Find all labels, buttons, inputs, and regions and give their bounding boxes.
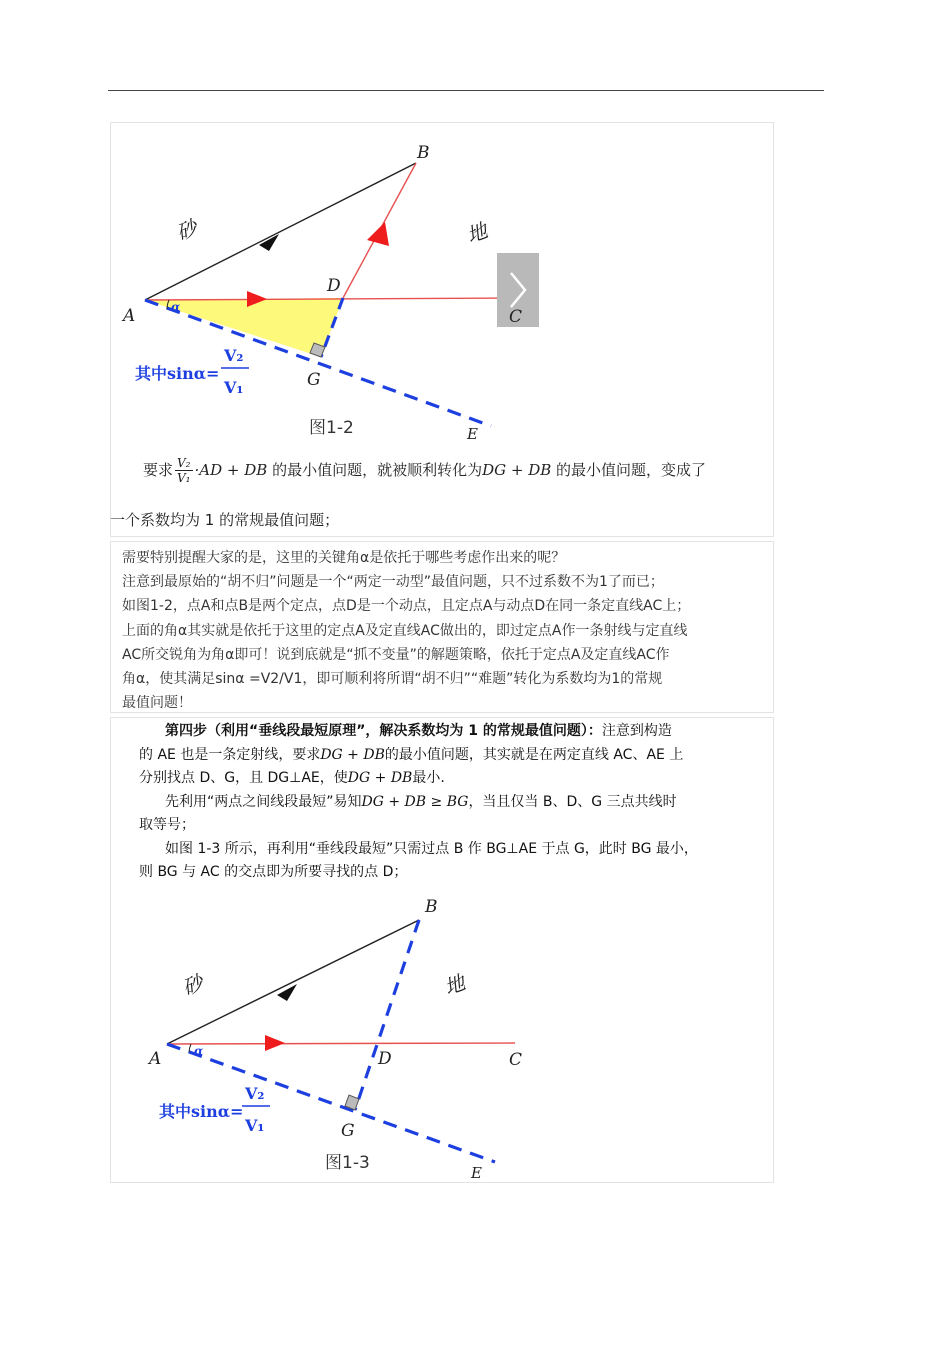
figure-caption: 图1-2 [309,418,354,438]
label-sand: 砂 [179,970,207,1000]
expr-l3: DG + DB [347,770,413,786]
formula-denominator: V₁ [224,378,244,397]
line-ac [167,1043,515,1044]
step-line-2 [111,744,775,768]
reminder-panel [110,541,774,713]
label-b: B [417,143,430,163]
step-four-text [111,720,775,885]
arrow-ab [277,984,297,1001]
label-land: 地 [441,970,469,1000]
figure-panel-1-2 [110,122,774,537]
fraction-den: V₁ [177,471,191,485]
line-ab [167,920,419,1044]
expr-l4: DG + DB ≥ BG [361,793,469,810]
step-four-panel [110,717,774,1183]
label-e: E [467,425,478,443]
step-line-1 [111,720,775,744]
header-rule [108,90,824,91]
text-l3-pre: 分别找点 D、G，且 DG⊥AE，使 [139,770,348,786]
text-l4-post: ，当且仅当 B、D、G 三点共线时 [468,793,677,810]
text-l4-pre: 先利用“两点之间线段最短”易知 [165,793,362,810]
text-require: 要求 [143,461,174,479]
text-l2-pre: 的 AE 也是一条定射线，要求 [139,746,321,763]
arrow-db [367,222,389,246]
reminder-line: 角α，使其满足sinα =V2/V1，即可顺利将所谓“胡不归”“难题”转化为系数均为1的常规 [122,671,663,688]
step-line-5: 取等号； [139,817,195,833]
reminder-line: 需要特别提醒大家的是，这里的关键角α是依托于哪些考虑作出来的呢？ [122,550,566,566]
label-g: G [307,370,321,390]
explanation-line-1 [143,456,706,485]
step-line-7: 则 BG 与 AC 的交点即为所要寻找的点 D； [139,864,408,880]
formula-prefix: 其中sinα= [135,364,220,383]
text-post: 的最小值问题，变成了 [556,461,707,479]
label-sand: 砂 [173,215,201,245]
reminder-line: 最值问题！ [122,695,192,712]
label-d: D [378,1049,392,1069]
formula-denominator: V₁ [245,1116,265,1135]
label-alpha: α [171,300,181,314]
step-title: 第四步（利用“垂线段最短原理”，解决系数均为 1 的常规最值问题）： [165,723,602,739]
reminder-line: 如图1-2，点A和点B是两个定点，点D是一个动点，且定点A与动点D在同一条定直线AC上； [122,598,691,615]
label-b: B [425,897,438,917]
text-l3-post: 最小. [412,770,445,786]
text-l2-post: 的最小值问题，其实就是在两定直线 AC、AE 上 [384,746,684,763]
expr-l2: DG + DB [320,746,385,763]
label-c: C [509,307,523,327]
arrow-ac [265,1035,285,1051]
step-line-6: 如图 1-3 所示，再利用“垂线段最短”只需过点 B 作 BG⊥AE 于点 G，此时 BG 最小， [165,840,698,857]
formula-numerator: V₂ [245,1084,265,1103]
label-land: 地 [463,218,491,248]
step-title-tail: 注意到构造 [601,723,672,739]
reminder-text [122,546,772,715]
label-c: C [509,1050,523,1070]
label-e: E [471,1164,482,1182]
label-a: A [149,1049,162,1069]
figure-1-2 [111,123,775,453]
text-mid: 的最小值问题，就被顺利转化为 [272,461,483,479]
figure-caption: 图1-3 [325,1153,370,1173]
formula-numerator: V₂ [224,346,244,365]
reminder-line: AC所交锐角为角α即可！说到底就是“抓不变量”的解题策略，依托于定点A及定直线AC作 [122,646,670,663]
expr-dg-db: DG + DB [482,461,552,479]
figure-1-3 [111,888,775,1184]
label-d: D [327,276,341,296]
line-bg [355,920,419,1110]
label-a: A [123,306,136,326]
explanation-line-2: 一个系数均为 1 的常规最值问题； [110,511,340,529]
formula-prefix: 其中sinα= [159,1102,244,1121]
fraction-num: V₂ [177,456,191,470]
reminder-line: 注意到最原始的“胡不归”问题是一个“两定一动型”最值问题，只不过系数不为1了而已； [122,574,664,591]
step-line-3 [111,767,775,791]
fraction-v2-v1 [175,456,192,485]
line-ac [145,298,516,300]
step-line-4 [111,791,775,815]
expr-ad-db: ·AD + DB [194,461,268,479]
reminder-line: 上面的角α其实就是依托于这里的定点A及定直线AC做出的，即过定点A作一条射线与定直线 [122,622,688,639]
label-alpha: α [194,1044,204,1058]
label-g: G [341,1121,355,1141]
